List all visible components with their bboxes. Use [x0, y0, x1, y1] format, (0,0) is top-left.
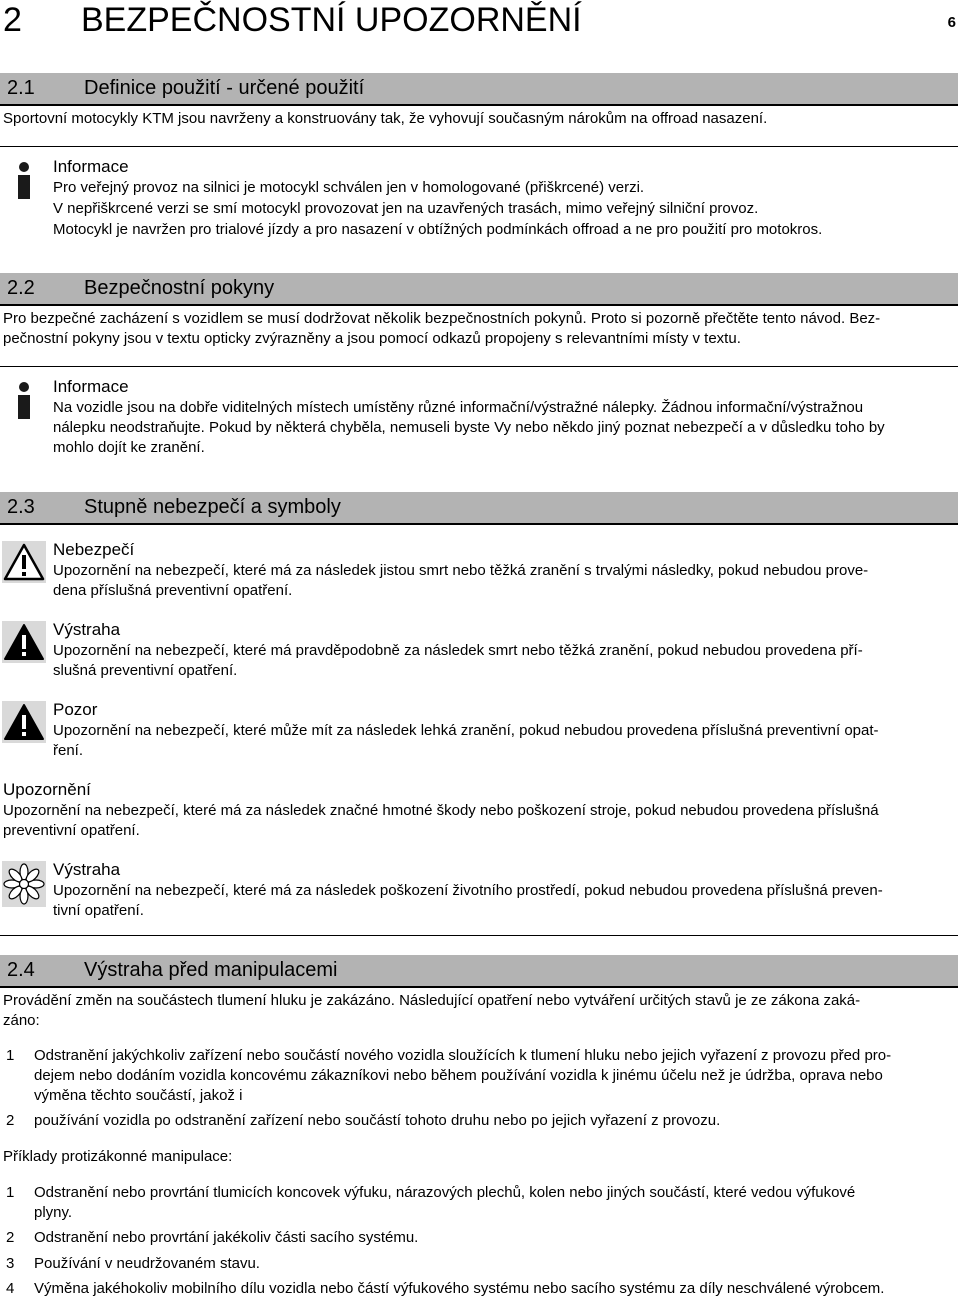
info-line: Pro veřejný provoz na silnici je motocykl schválen jen v homologované (přiškrcené) verzi. — [53, 179, 645, 196]
list-text — [34, 1046, 891, 1106]
list-line: Odstranění nebo provrtání tlumicích koncovek výfuku, nárazových plechů, kolen nebo jiných součástí, které vedou výfukové — [34, 1184, 856, 1201]
warning-box — [53, 619, 953, 681]
list-number: 2 — [6, 1229, 15, 1246]
info-line: Na vozidle jsou na dobře viditelných místech umístěny různé informační/výstražné nálepky. Žádnou informační/výstražnou — [53, 399, 864, 416]
list-number: 1 — [6, 1047, 15, 1064]
caution-box — [53, 699, 953, 761]
list-item — [6, 1228, 958, 1248]
list-item — [6, 1111, 958, 1131]
list-line: výměna těchto součástí, jakož i — [34, 1087, 243, 1104]
list-line: dejem nebo dodáním vozidla koncovému zákazníkovi nebo během používání vozidla k jinému účelu než je údržba, oprava nebo — [34, 1067, 883, 1084]
info-box — [53, 376, 958, 458]
chapter-number: 2 — [3, 1, 22, 39]
environment-line: tivní opatření. — [53, 902, 144, 919]
list-line: plyny. — [34, 1204, 73, 1221]
environment-title: Výstraha — [53, 860, 121, 879]
info-line: mohlo dojít ke zranění. — [53, 439, 205, 456]
chapter-title — [3, 0, 953, 42]
caution-line: ření. — [53, 742, 84, 759]
list-line: Odstranění jakýchkoliv zařízení nebo součástí nového vozidla sloužících k tlumení hluku nebo jejich vyřazení z provozu před pro- — [34, 1047, 892, 1064]
intro-line: Provádění změn na součástech tlumení hluku je zakázáno. Následující opatření nebo vytváření určitých stavů je ze zákona zaká- — [3, 992, 861, 1009]
section-number: 2.3 — [7, 496, 35, 518]
list-item — [6, 1183, 958, 1223]
info-title: Informace — [53, 377, 129, 396]
danger-title: Nebezpečí — [53, 540, 135, 559]
examples-label: Příklady protizákonné manipulace: — [3, 1148, 233, 1165]
info-icon — [2, 378, 46, 422]
list-text: Odstranění nebo provrtání jakékoliv části sacího systému. — [34, 1229, 419, 1246]
divider — [0, 366, 958, 367]
list-item — [6, 1279, 958, 1299]
warning-triangle-icon — [2, 621, 46, 663]
list-number: 3 — [6, 1255, 15, 1272]
environment-line: Upozornění na nebezpečí, které má za následek poškození životního prostředí, pokud nebudou provedena příslušná preven- — [53, 882, 883, 899]
section-heading-2-2 — [0, 273, 958, 306]
info-box — [53, 156, 953, 240]
section-intro — [3, 309, 958, 349]
section-heading-2-3 — [0, 492, 958, 525]
environment-flower-icon — [2, 861, 46, 907]
environment-box — [53, 859, 953, 921]
page-number: 6 — [947, 14, 956, 31]
section-number: 2.2 — [7, 277, 35, 299]
list-item — [6, 1254, 958, 1274]
chapter-title-text: BEZPEČNOSTNÍ UPOZORNĚNÍ — [81, 1, 582, 39]
list-number: 2 — [6, 1112, 15, 1129]
warning-line: slušná preventivní opatření. — [53, 662, 238, 679]
caution-line: Upozornění na nebezpečí, které může mít za následek lehká zranění, pokud nebudou provedena příslušná preventivní opat- — [53, 722, 879, 739]
section-title: Stupně nebezpečí a symboly — [84, 496, 341, 518]
info-icon — [2, 158, 46, 202]
warning-line: Upozornění na nebezpečí, které má pravděpodobně za následek smrt nebo těžká zranění, pokud nebudou provedena pří- — [53, 642, 863, 659]
caution-triangle-icon — [2, 701, 46, 743]
list-number: 1 — [6, 1184, 15, 1201]
notice-line: Upozornění na nebezpečí, které má za následek značné hmotné škody nebo poškození stroje, pokud nebudou provedena příslušná — [3, 802, 879, 819]
danger-line: Upozornění na nebezpečí, které má za následek jistou smrt nebo těžká zranění s trvalými následky, pokud nebudou prove- — [53, 562, 869, 579]
section-intro — [3, 991, 958, 1031]
caution-title: Pozor — [53, 700, 98, 719]
list-text — [34, 1183, 855, 1223]
divider — [0, 935, 958, 936]
list-text: Výměna jakéhokoliv mobilního dílu vozidla nebo částí výfukového systému nebo sacího systému za díly neschválené výrobcem. — [34, 1280, 885, 1297]
info-title: Informace — [53, 157, 129, 176]
section-heading-2-1 — [0, 73, 958, 106]
section-title: Definice použití - určené použití — [84, 77, 365, 99]
list-text: Používání v neudržovaném stavu. — [34, 1255, 260, 1272]
divider — [0, 146, 958, 147]
danger-line: dena příslušná preventivní opatření. — [53, 582, 293, 599]
list-number: 4 — [6, 1280, 15, 1297]
section-intro: Sportovní motocykly KTM jsou navrženy a konstruovány tak, že vyhovují současným nárokům na offroad nasazení. — [3, 110, 768, 127]
notice-line: preventivní opatření. — [3, 822, 140, 839]
intro-line: pečnostní pokyny jsou v textu opticky zvýrazněny a jsou pomocí odkazů propojeny s relevantními místy v textu. — [3, 330, 741, 347]
section-heading-2-4 — [0, 955, 958, 988]
section-title: Bezpečnostní pokyny — [84, 277, 275, 299]
section-number: 2.1 — [7, 77, 35, 99]
list-text: používání vozidla po odstranění zařízení nebo součástí tohoto druhu nebo po jejich vyřazení z provozu. — [34, 1112, 721, 1129]
info-line: nálepku neodstraňujte. Pokud by některá chyběla, nemuseli byste Vy nebo někdo jiný poznat nebezpečí a v důsledku toho by — [53, 419, 885, 436]
intro-line: Pro bezpečné zacházení s vozidlem se musí dodržovat několik bezpečnostních pokynů. Proto si pozorně přečtěte tento návod. Bez- — [3, 310, 881, 327]
section-title: Výstraha před manipulacemi — [84, 959, 338, 981]
notice-title: Upozornění — [3, 780, 91, 799]
danger-box — [53, 539, 953, 601]
info-line: V nepřiškrcené verzi se smí motocykl provozovat jen na uzavřených trasách, mimo veřejný silniční provoz. — [53, 200, 759, 217]
info-line: Motocykl je navržen pro trialové jízdy a pro nasazení v obtížných podmínkách offroad a ne pro použití pro motokros. — [53, 221, 823, 238]
warning-title: Výstraha — [53, 620, 121, 639]
section-number: 2.4 — [7, 959, 35, 981]
danger-warning-icon — [2, 541, 46, 583]
notice-box — [3, 779, 958, 841]
list-item — [6, 1046, 958, 1106]
intro-line: záno: — [3, 1012, 40, 1029]
